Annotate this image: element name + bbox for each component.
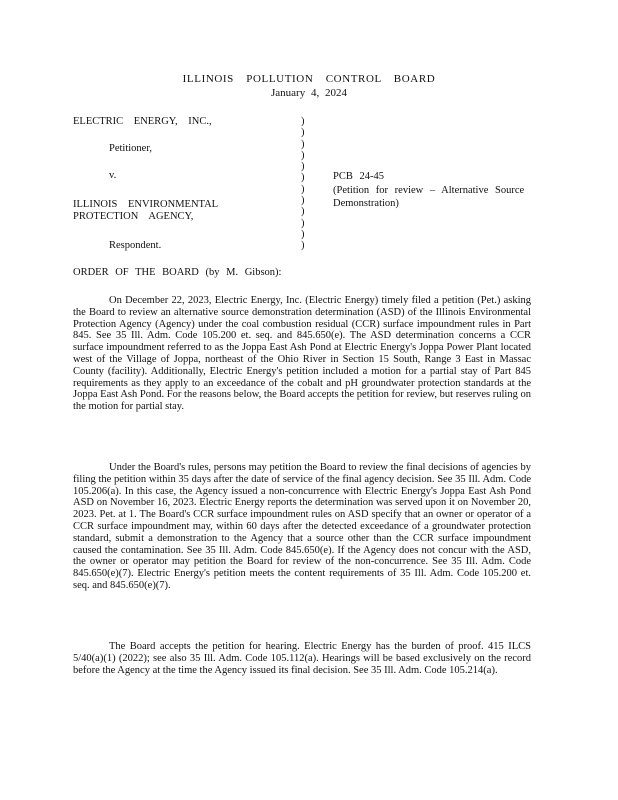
petitioner-role: Petitioner, — [109, 143, 153, 154]
case-description-line2: Demonstration) — [333, 198, 399, 209]
respondent-name-line1: ILLINOIS ENVIRONMENTAL — [73, 199, 219, 210]
paren: ) — [301, 161, 305, 173]
case-number: PCB 24-45 — [333, 171, 384, 182]
paren: ) — [301, 206, 305, 218]
order-heading: ORDER OF THE BOARD (by M. Gibson): — [73, 267, 282, 278]
versus-label: v. — [109, 170, 117, 181]
case-description-line1: (Petition for review – Alternative Source — [333, 185, 525, 196]
paren: ) — [301, 217, 305, 229]
petitioner-name: ELECTRIC ENERGY, INC., — [73, 116, 212, 127]
paren: ) — [301, 116, 305, 127]
paragraph-2: Under the Board's rules, persons may petition the Board to review the final decisions of agencies by filing the petition within 35 days after the date of service of the final agency decision. See 35 Ill. Adm. Code 105.206(a). In this case, the Agency issued a non-concurrence with Electric Energy's Joppa East Ash Pond ASD on November 16, 2023. Electric Energy reports the determination was served upon it on November 20, 2023. Pet. at 1. The Board's CCR surface impoundment rules on ASD specify that an owner or operator of a CCR surface impoundment may, within 60 days after the detected exceedance of a groundwater protection standard, submit a demonstration to the Agency that a source other than the CCR surface impoundment caused the contamination. See 35 Ill. Adm. Code 845.650(e). If the Agency does not concur with the ASD, the owner or operator may petition the Board for review of the non-concurrence. See 35 Ill. Adm. Code 845.650(e)(7). Electric Energy's petition meets the content requirements of 35 Ill. Adm. Code 105.200 et. seq. and 845.650(e)(7). — [73, 462, 531, 591]
paren: ) — [301, 172, 305, 184]
paren: ) — [301, 127, 305, 139]
respondent-role: Respondent. — [109, 240, 162, 251]
respondent-name-line2: PROTECTION AGENCY, — [73, 211, 194, 222]
paren: ) — [301, 228, 305, 240]
caption-parentheses — [301, 116, 309, 252]
paragraph-1: On December 22, 2023, Electric Energy, Inc. (Electric Energy) timely filed a petition (Pet.) asking the Board to review an alternative source demonstration determination (ASD) of the Illinois Environmental Protection Agency (Agency) under the coal combustion residual (CCR) surface impoundment rules in Part 845. See 35 Ill. Adm. Code 105.200 et. seq. and 845.650(e). The ASD determination concerns a CCR surface impoundment referred to as the Joppa East Ash Pond at Electric Energy's Joppa Power Plant located west of the Village of Joppa, northeast of the Ohio River in Section 15 South, Range 3 East in Massac County (facility). Additionally, Electric Energy's petition included a motion for a partial stay of Part 845 requirements as they apply to an exceedance of the cobalt and pH groundwater protection standards at the Joppa East Ash Pond. For the reasons below, the Board accepts the petition for review, but reserves ruling on the motion for partial stay. — [73, 295, 531, 413]
paren: ) — [301, 149, 305, 161]
order-date: January 4, 2024 — [271, 87, 347, 99]
paren: ) — [301, 195, 305, 207]
paren: ) — [301, 183, 305, 195]
paren: ) — [301, 138, 305, 150]
board-title: ILLINOIS POLLUTION CONTROL BOARD — [182, 73, 436, 85]
paren: ) — [301, 240, 305, 252]
paragraph-3: The Board accepts the petition for hearing. Electric Energy has the burden of proof. 415 ILCS 5/40(a)(1) (2022); see also 35 Ill. Adm. Code 105.112(a). Hearings will be based exclusively on the record before the Agency at the time the Agency issued its final decision. See 35 Ill. Adm. Code 105.214(a). — [73, 641, 531, 676]
